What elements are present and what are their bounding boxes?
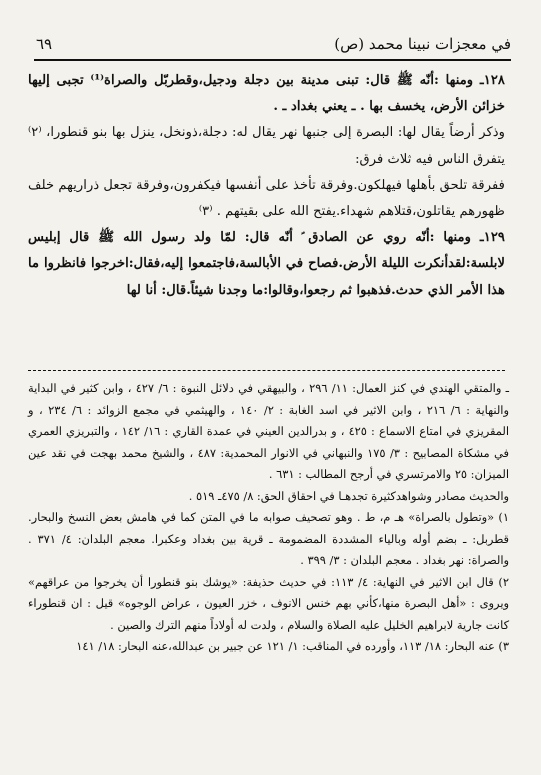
main-text bbox=[28, 68, 505, 304]
footnote-continued: ـ والمتقي الهندي في كنز العمال: ١١/ ٢٩٦ ، والبيهقي في دلائل النبوة : ٦/ ٤٢٧ ، وابن كثير في البداية والنهاية : ٦/ ٢١٦ ، وابن الاثير في اسد الغابة : ٢/ ١٤٠ ، والهيثمي في مجمع الزوائد : ٦/ ٢٣٤ ، و المقريزي في امتاع الاسماع : ٤٢٥ ، و بدرالدين العيني في عمدة القاري : ١٦/ ١٤٢ ، والتبريزي العمري في مشكاة المصابيح : ٣/ ١٧٥ والنبهاني في الانوار المحمدية: ٤٨٧ ، والشيخ محمد بهجت في نقد عين الميزان: ٢٥ والامرتسري في أرجح المطالب : ٦٣١ . bbox=[28, 381, 510, 481]
header-rule bbox=[34, 59, 511, 61]
page-number: ٦٩ bbox=[36, 35, 53, 53]
footnote-rule bbox=[28, 370, 505, 371]
running-title: في معجزات نبينا محمد (ص) bbox=[334, 35, 511, 53]
paragraph-128: ١٢٨ـ ومنها :أنّه ﷺ قال: تبنى مدينة بين دجلة ودجيل،وقطربّل والصراة⁽¹⁾ تجبى إليها خزائن الأرض، يخسف بها . ـ يعني بغداد ـ . bbox=[28, 73, 505, 115]
footnote-sources: والحديث مصادر وشواهدكثيرة تجدهـا في احقاق الحق: ٨/ ٤٧٥ـ ٥١٩ . bbox=[188, 488, 509, 503]
paragraph-basra: وذكر أرضاً يقال لها: البصرة إلى جنبها نهر يقال له: دجلة،ذونخل، ينزل بها بنو قنطورا، ⁽٢⁾ يتفرق الناس فيه ثلاث فرق: bbox=[28, 125, 505, 167]
page-header bbox=[36, 30, 511, 58]
footnote-2: ٢) قال ابن الاثير في النهاية: ٤/ ١١٣: في حديث حذيفة: «يوشك بنو قنطورا أن يخرجوا من عراقهم» ويروى : «أهل البصرة منها،كأني بهم خنس الانوف ، خزر العيون ، عراض الوجوه» قيل : ان قنطوراء كانت جارية لابراهيم الخليل عليه الصلاة والسلام ، ولدت له أولاداً منهم الترك والصين . bbox=[28, 574, 509, 632]
footnote-3: ٣) عنه البحار: ١٨/ ١١٣، وأورده في المناقب: ١/ ١٢١ عن جبير بن عبدالله،عنه البحار: ١٨/ ١٤١ bbox=[76, 639, 509, 653]
footnote-1: ١) «وتطول بالصراة» هـ م، ط . وهو تصحيف صوابه ما في المتن كما في هامش بعض النسخ والبحار. قطربل: ـ بضم أوله وبالياء المشددة المضمومة ـ قرية بين بغداد وعكبرا. معجم البلدان: ٤/ ٣٧١ . والصراة: نهر بغداد . معجم البلدان : ٣/ ٣٩٩ . bbox=[28, 510, 509, 567]
paragraph-129: ١٢٩ـ ومنها :أنّه روي عن الصادق ؑ أنّه قال: لمّا ولد رسول الله ﷺ قال إبليس لابلسة:لقدأنكرت الليلة الأرض.فصاح في الأبالسة،فاجتمعوا إليه،فقال:اخرجوا فانظروا ما هذا الأمر الذي حدث.فذهبوا ثم رجعوا،وقالوا:ما وجدنا شيئاً.قال: أنا لها bbox=[28, 230, 505, 298]
paragraph-three-groups: ففرقة تلحق بأهلها فيهلكون.وفرقة تأخذ على أنفسها فيكفرون،وفرقة تجعل ذراريهم خلف ظهورهم يقاتلون،قتلاهم شهداء.يفتح الله على بقيتهم . ⁽٣⁾ bbox=[28, 177, 505, 220]
footnotes bbox=[28, 378, 509, 658]
